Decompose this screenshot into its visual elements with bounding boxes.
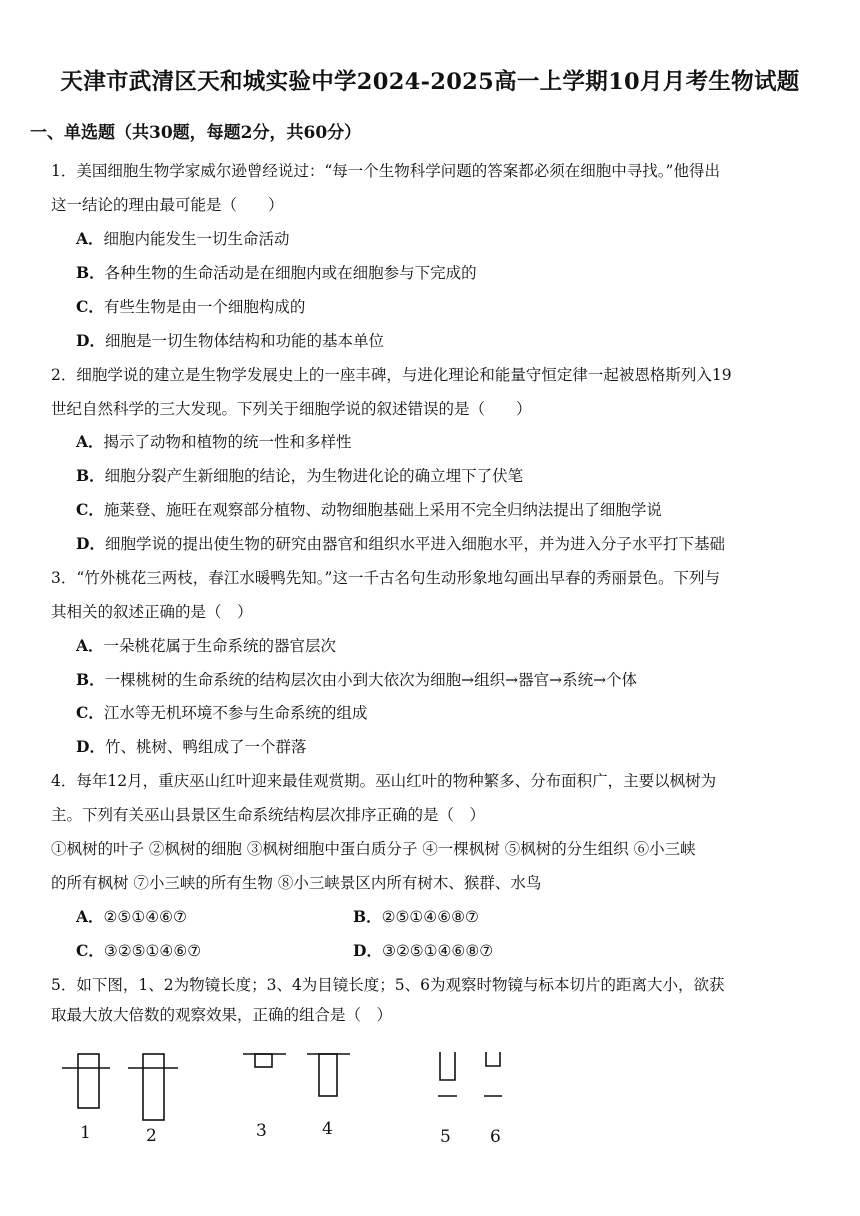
q2-option-a [76,431,352,453]
figure-label-5: 5 [440,1127,451,1147]
option-text: 施莱登、施旺在观察部分植物、动物细胞基础上采用不完全归纳法提出了细胞学说 [103,501,662,519]
q4-option-c [76,940,201,962]
option-label: B． [76,670,105,689]
option-text: 各种生物的生命活动是在细胞内或在细胞参与下完成的 [104,264,477,282]
q4-stem-line2: 主。下列有关巫山县景区生命系统结构层次排序正确的是（ ） [51,806,486,824]
option-label: C． [76,941,104,960]
option-text: ②⑤①④⑥⑦ [103,908,187,926]
option-text: 细胞是一切生物体结构和功能的基本单位 [104,332,384,350]
option-label: A． [76,636,104,655]
option-label: A． [76,907,104,926]
option-text: 江水等无机环境不参与生命系统的组成 [103,704,368,722]
option-text: 一棵桃树的生命系统的结构层次由小到大依次为细胞→组织→器官→系统→个体 [104,671,638,689]
option-label: A． [76,432,104,451]
q1-option-d [76,330,384,352]
section-heading: 一、单选题（共30题，每题2分，共60分） [30,123,362,143]
option-label: C． [76,297,104,316]
q1-option-b [76,262,477,284]
q4-items-line2: 的所有枫树 ⑦小三峡的所有生物 ⑧小三峡景区内所有树木、猴群、水鸟 [51,874,542,892]
figure-label-1: 1 [80,1123,91,1143]
working-distance-5 [438,1052,457,1096]
q2-stem-line2: 世纪自然科学的三大发现。下列关于细胞学说的叙述错误的是（ ） [51,400,532,418]
working-distance-6 [484,1052,502,1096]
option-label: B． [353,907,382,926]
option-label: D． [353,941,382,960]
eyepiece-lens-4 [307,1054,350,1096]
q4-items-line1: ①枫树的叶子 ②枫树的细胞 ③枫树细胞中蛋白质分子 ④一棵枫树 ⑤枫树的分生组织 ⑥小三峡 [51,840,696,858]
exam-title: 天津市武清区天和城实验中学2024-2025高一上学期10月月考生物试题 [60,69,800,95]
q3-stem-line1: 3．“竹外桃花三两枝，春江水暖鸭先知。”这一千古名句生动形象地勾画出早春的秀丽景色。下列与 [51,569,720,587]
q1-option-a [76,228,290,250]
q2-option-b [76,465,523,487]
option-text: 一朵桃花属于生命系统的器官层次 [103,637,337,655]
q4-option-d [353,940,493,962]
option-label: C． [76,703,104,722]
microscope-lens-figure [0,1040,860,1160]
q3-stem-line2: 其相关的叙述正确的是（ ） [51,603,253,621]
figure-label-4: 4 [322,1119,333,1139]
q3-option-b [76,669,637,691]
option-text: 竹、桃树、鸭组成了一个群落 [104,738,307,756]
option-label: A． [76,229,104,248]
q2-option-d [76,533,725,555]
option-label: B． [76,263,105,282]
q4-option-a [76,906,187,928]
figure-label-2: 2 [146,1126,157,1146]
q2-option-c [76,499,662,521]
option-text: 细胞学说的提出使生物的研究由器官和组织水平进入细胞水平，并为进入分子水平打下基础 [104,535,725,553]
q1-option-c [76,296,305,318]
option-text: 揭示了动物和植物的统一性和多样性 [103,433,352,451]
q5-stem-line1: 5．如下图，1、2为物镜长度；3、4为目镜长度；5、6为观察时物镜与标本切片的距离大小，欲获 [51,976,725,994]
q3-option-c [76,702,367,724]
q1-stem-line2: 这一结论的理由最可能是（ ） [51,196,284,214]
objective-lens-1 [62,1054,110,1108]
option-label: D． [76,534,105,553]
q2-stem-line1: 2．细胞学说的建立是生物学发展史上的一座丰碑，与进化理论和能量守恒定律一起被恩格斯列入19 [51,366,732,384]
option-text: ③②⑤①④⑥⑦ [103,942,202,960]
option-text: ②⑤①④⑥⑧⑦ [381,908,479,926]
q3-option-a [76,635,336,657]
q3-option-d [76,736,306,758]
q4-option-b [353,906,479,928]
option-text: 细胞分裂产生新细胞的结论，为生物进化论的确立埋下了伏笔 [104,467,524,485]
option-text: 有些生物是由一个细胞构成的 [103,298,306,316]
option-text: 细胞内能发生一切生命活动 [103,230,290,248]
objective-lens-2 [128,1054,178,1120]
q5-stem-line2: 取最大放大倍数的观察效果，正确的组合是（ ） [51,1006,393,1024]
option-label: B． [76,466,105,485]
option-label: D． [76,331,105,350]
option-text: ③②⑤①④⑥⑧⑦ [381,942,494,960]
figure-label-3: 3 [256,1121,267,1141]
eyepiece-lens-3 [243,1054,286,1067]
q1-stem-line1: 1．美国细胞生物学家威尔逊曾经说过：“每一个生物科学问题的答案都必须在细胞中寻找。”他得出 [51,162,720,180]
option-label: C． [76,500,104,519]
option-label: D． [76,737,105,756]
q4-stem-line1: 4．每年12月，重庆巫山红叶迎来最佳观赏期。巫山红叶的物种繁多、分布面积广，主要以枫树为 [51,772,717,790]
figure-label-6: 6 [490,1127,501,1147]
